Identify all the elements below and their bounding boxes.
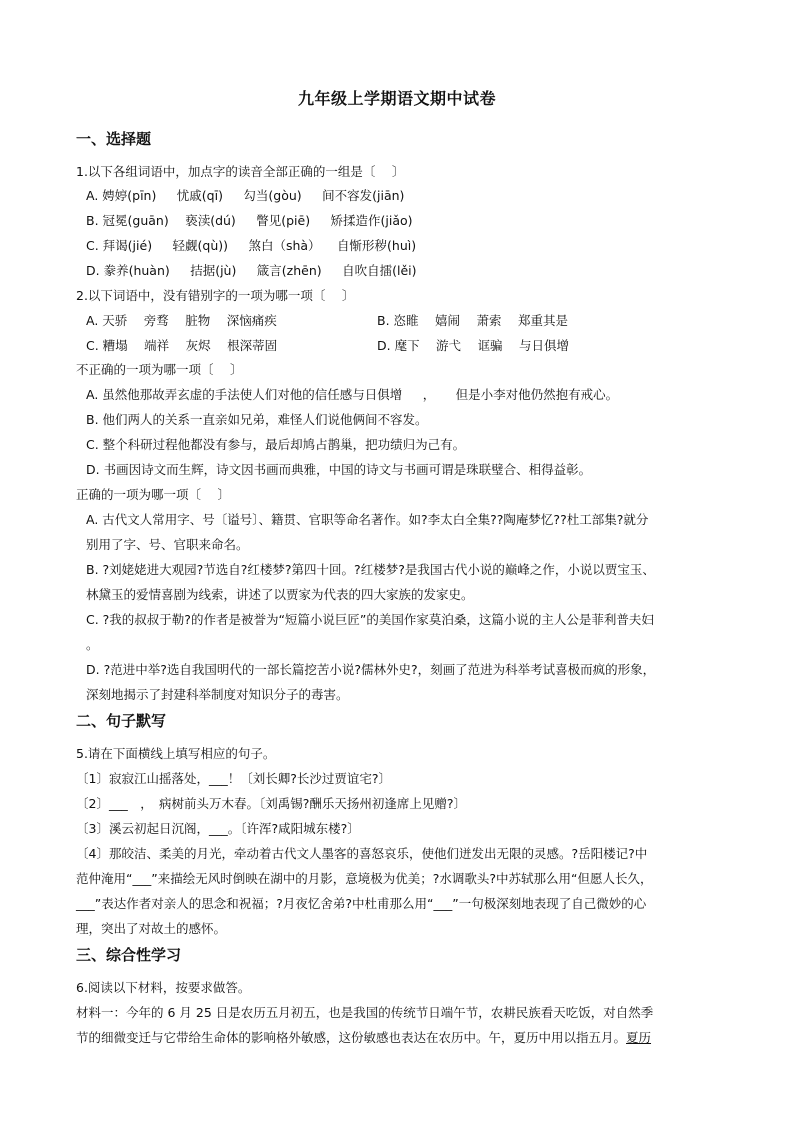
question-4-option-b-line2: 林黛玉的爱情喜剧为线索，讲述了以贾家为代表的四大家族的发家史。 [86,587,474,602]
question-5-item-1: 〔1〕寂寂江山摇落处，___！〔刘长卿?长沙过贾谊宅?〕 [76,771,391,786]
question-5-stem: 5.请在下面横线上填写相应的句子。 [76,746,276,761]
question-2-option-a: A. 天骄 旁骛 脏物 深恼痛疾 [86,313,277,328]
question-4-option-a-line2: 别用了字、号、官职来命名。 [86,537,249,552]
question-5-item-3: 〔3〕溪云初起日沉阁，___。〔许浑?咸阳城东楼?〕 [76,821,360,836]
question-3-option-c: C. 整个科研过程他都没有参与，最后却鸠占鹊巢，把功绩归为己有。 [86,437,466,452]
question-2-option-b: B. 恣睢 嬉闹 萧索 郑重其是 [377,313,568,328]
question-2-option-c: C. 糟塌 端祥 灰烬 根深蒂固 [86,338,278,353]
question-1-option-c: C. 拜谒(jié) 轻觑(qù)) 煞白（shà） 自惭形秽(huì) [86,238,417,253]
question-4-option-d-line1: D. ?范进中举?选自我国明代的一部长篇挖苦小说?儒林外史?，刻画了范进为科举考试喜极而疯的形象， [86,662,656,677]
question-6-underlined-word: 夏历 [626,1030,652,1045]
question-6-material-line1: 材料一：今年的 6 月 25 日是农历五月初五，也是我国的传统节日端午节，农耕民族看天吃饭，对自然季 [76,1005,654,1020]
question-4-option-d-line2: 深刻地揭示了封建科举制度对知识分子的毒害。 [86,687,349,702]
question-5-item-4-line4: 理，突出了对故土的感怀。 [76,921,227,936]
question-5-item-4-line3: ___”表达作者对亲人的思念和祝福；?月夜忆舍弟?中杜甫那么用“___”一句极深刻地表现了自己微妙的心 [76,896,647,911]
question-1-option-b: B. 冠冕(guān) 亵渎(dú) 瞥见(piē) 矫揉造作(jiǎo) [86,213,413,228]
question-3-stem: 不正确的一项为哪一项〔 〕 [76,362,243,377]
question-2-stem: 2.以下词语中，没有错别字的一项为哪一项〔 〕 [76,288,355,303]
question-4-option-c-line2: 。 [86,637,99,652]
question-2-option-d: D. 麾下 游弋 诓骗 与日俱增 [377,338,569,353]
section-heading-recitation: 二、句子默写 [76,712,167,730]
question-1-stem: 1.以下各组词语中，加点字的读音全部正确的一组是〔 〕 [76,164,405,179]
question-1-option-d: D. 豢养(huàn) 拮据(jù) 箴言(zhēn) 自吹自擂(lěi) [86,263,417,278]
question-6-material-line2 [76,1028,651,1048]
question-5-item-4-line2: 范仲淹用“___”来描绘无风时倒映在湖中的月影，意境极为优美；?水调歌头?中苏轼那么用“但愿人长久， [76,871,653,886]
question-3-option-a: A. 虽然他那故弄玄虚的手法使人们对他的信任感与日俱增 ， 但是小李对他仍然抱有戒心。 [86,387,619,402]
question-5-item-2: 〔2〕___ ， 病树前头万木春。〔刘禹锡?酬乐天扬州初逢席上见赠?〕 [76,796,466,811]
question-4-option-c-line1: C. ?我的叔叔于勒?的作者是被誉为“短篇小说巨匠”的美国作家莫泊桑，这篇小说的主人公是菲利普夫妇 [86,612,654,627]
question-4-option-a-line1: A. 古代文人常用字、号〔谥号〕、籍贯、官职等命名著作。如?李太白全集??陶庵梦忆??杜工部集?就分 [86,512,649,527]
question-3-option-d: D. 书画因诗文而生辉，诗文因书画而典雅，中国的诗文与书画可谓是珠联璧合、相得益彰。 [86,462,592,477]
question-3-option-b: B. 他们两人的关系一直亲如兄弟，难怪人们说他俩间不容发。 [86,412,428,427]
question-1-option-a: A. 娉婷(pīn) 忧戚(qī) 勾当(gòu) 间不容发(jiān) [86,188,405,203]
section-heading-choice: 一、选择题 [76,130,152,148]
question-4-option-b-line1: B. ?刘姥姥进大观园?节选自?红楼梦?第四十回。?红楼梦?是我国古代小说的巅峰之作，小说以贾宝玉、 [86,562,655,577]
page-title: 九年级上学期语文期中试卷 [297,89,496,108]
question-4-stem: 正确的一项为哪一项〔 〕 [76,487,230,502]
question-5-item-4-line1: 〔4〕那皎洁、柔美的月光，牵动着古代文人墨客的喜怒哀乐，使他们迸发出无限的灵感。?岳阳楼记?中 [76,846,648,861]
question-6-stem: 6.阅读以下材料，按要求做答。 [76,980,251,995]
question-6-material-text: 节的细微变迁与它带给生命体的影响格外敏感，这份敏感也表达在农历中。午，夏历中用以指五月。 [76,1030,627,1045]
section-heading-comprehensive: 三、综合性学习 [76,946,182,964]
